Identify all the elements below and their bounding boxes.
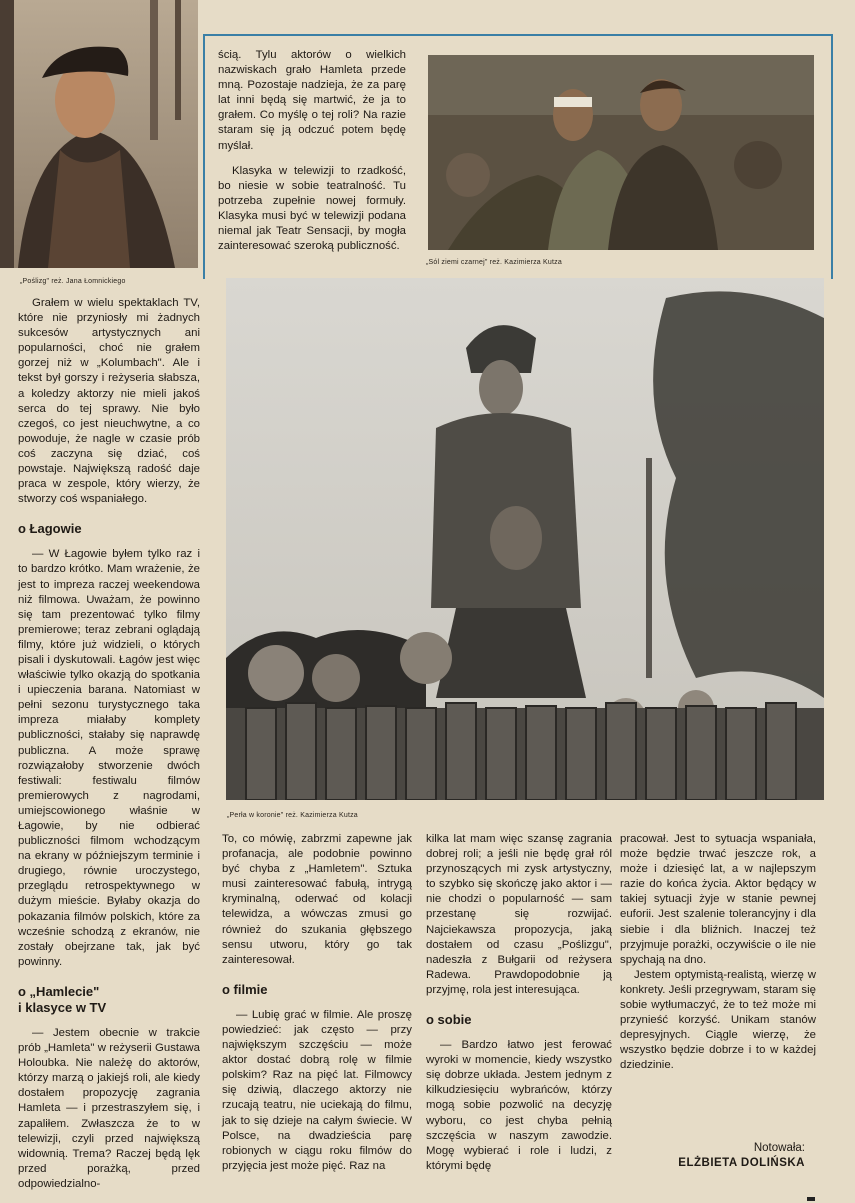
paragraph: — Lubię grać w filmie. Ale proszę powiedzieć: jak często — przy największym szczęściu — może aktor dostać dobrą rolę w filmie polskim? Raz na pięć lat. Filmowcy się dziwią, dlaczego aktorzy nie rzucają teatru, nie uciekają do filmu, jak to się dzieje na całym świecie. W Polsce, na dwadzieścia parę robionych w ciągu roku filmów do przyjęcia jest może pięć. Raz na [222,1008,412,1172]
column-bottom-4 [620,832,816,1074]
signature [655,1141,805,1171]
signature-label: Notowała: [753,1142,805,1154]
paragraph: — Bardzo łatwo jest ferować wyroki w momencie, kiedy wszystko się dobrze układa. Jestem jednym z kilkudziesięciu wybrańców, którzy mogą sobie pozwolić na decyzję wyboru, co jest chyba pełnią szczęścia w naszym zawodzie. Mogę wybierać i role i ludzi, z którymi będę [426,1039,612,1172]
photo-perla-w-koronie [226,278,824,800]
signature-author: ELŻBIETA DOLIŃSKA [678,1157,805,1169]
paragraph: pracował. Jest to sytuacja wspaniała, może będzie trwać jeszcze rok, a może i dziesięć lat, a w najlepszym razie do końca życia. Aktor będący w takiej sytuacji żyje w stanie pewnej euforii. Jest szalenie tolerancyjny i dla siebie i dla bliźnich. Inaczej też przyjmuje porażki, oczywiście o ile nie spychają na dno. [620,833,816,966]
section-heading: o sobie [426,1012,472,1028]
photo-sol-ziemi-czarnej [428,55,814,250]
column-top-middle [218,48,406,254]
paragraph: kilka lat mam więc szansę zagrania dobrej roli; a jeśli nie będę grał ról przynoszących mi zysk artystyczny, to szybko się skończę jako aktor i — nie chodzi o popularność — sam przestanę się rozwijać. Najciekawsza propozycja, jaką dostałem od czasu „Poślizgu", nadeszła z Bułgarii od reżysera Radewa. Prawdopodobnie ją przyjmę, rola jest interesująca. [426,833,612,996]
photo-poslizg [0,0,198,268]
column-bottom-3 [426,832,612,1174]
caption-poslizg: „Poślizg" reż. Jana Łomnickiego [20,278,126,285]
paragraph: Grałem w wielu spektaklach TV, które nie przyniosły mi żadnych sukcesów artystycznych ani popularności, choć nie grałem gorzej niż w „Kolumbach". Ale i tekst był gorszy i reżyseria słabsza, a koledzy aktorzy nie mieli jakoś serca do tej sprawy. Nie było czegoś, co jest nieuchwytne, a co powoduje, że nagle w czasie prób coś zaczyna się dziać, coś powstaje. Największą radość daje praca w zespole, który wierzy, że stworzy coś wspaniałego. [18,297,200,506]
caption-sol-ziemi-czarnej: „Sól ziemi czarnej" reż. Kazimierza Kutza [426,259,562,266]
paragraph: Jestem optymistą-realistą, wierzę w konkrety. Jeśli przegrywam, staram się sobie wytłumaczyć, że to też może mi przynieść korzyść. Unikam stanów depresyjnych. Ciągle wierzę, że wszystko będzie dobrze i to w każdej dziedzinie. [620,968,816,1072]
column-bottom-2 [222,832,412,1174]
caption-perla-w-koronie: „Perła w koronie" reż. Kazimierza Kutza [227,812,358,819]
page-mark [807,1197,815,1201]
column-left [18,296,200,1192]
paragraph: Klasyka w telewizji to rzadkość, bo niesie w sobie teatralność. Tu potrzeba zupełnie nowej formuły. Klasyka musi być w telewizji podana niemal jak Teatr Sensacji, by mogła zainteresować szeroką publiczność. [218,164,406,253]
section-heading: o „Hamlecie" [18,983,100,999]
paragraph: ścią. Tylu aktorów o wielkich nazwiskach grało Hamleta przede mną. Pozostaje nadzieja, że za parę lat inni będą się martwić, że ja to grałem. Co myślę o tej roli? Na razie staram się ją odczuć potem będę myślał. [218,49,406,152]
paragraph: — Jestem obecnie w trakcie prób „Hamleta" w reżyserii Gustawa Holoubka. Nie należę do aktorów, którzy marzą o jakiejś roli, ale kiedy dostałem propozycję zagrania Hamleta — i przestraszyłem się, i zapaliłem. Zwłaszcza że to w telewizji, czyli przed największą widownią. Trema? Raczej będą lęk przed porażką, przed odpowiedzialno- [18,1026,200,1190]
section-heading: o Łagowie [18,521,82,537]
section-heading: o filmie [222,981,268,997]
paragraph: To, co mówię, zabrzmi zapewne jak profanacja, ale podobnie powinno być chyba z „Hamletem". Sztuka musi zainteresować fabułą, intrygą kryminalną, oderwać od kolacji telewidza, a wówczas zmusi go również do szukania głębszego sensu utworu, który go tak zainteresował. [222,833,412,966]
section-heading: i klasyce w TV [18,999,107,1015]
paragraph: — W Łagowie byłem tylko raz i to bardzo krótko. Mam wrażenie, że jest to impreza raczej weekendowa niż filmowa. Uważam, że powinno się tam prezentować tylko filmy premierowe; teraz zebrani oglądają filmy, które już widzieli, o których pisali i dyskutowali. Łagów jest więc właściwie tylko okazją do spotkania i upieczenia barana. Natomiast w pełni sezonu turystycznego taka impreza miałaby komplety publiczności, stałaby się naprawdę publiczna. A może sprawę rozwiązałoby stworzenie dwóch festiwali: festiwalu filmów premierowych z nagrodami, umiejscowionego właśnie w Łagowie, by nie odbierać publiczności filmom wchodzącym na ekrany w późniejszym terminie i drugiego, równie uroczystego, przeglądu retrospektywnego w dużym mieście. Byłaby okazja do pokazania filmów polskich, które za wcześnie schodzą z ekranów, nie zostały obejrzane tak, jak być powinny. [18,548,200,968]
